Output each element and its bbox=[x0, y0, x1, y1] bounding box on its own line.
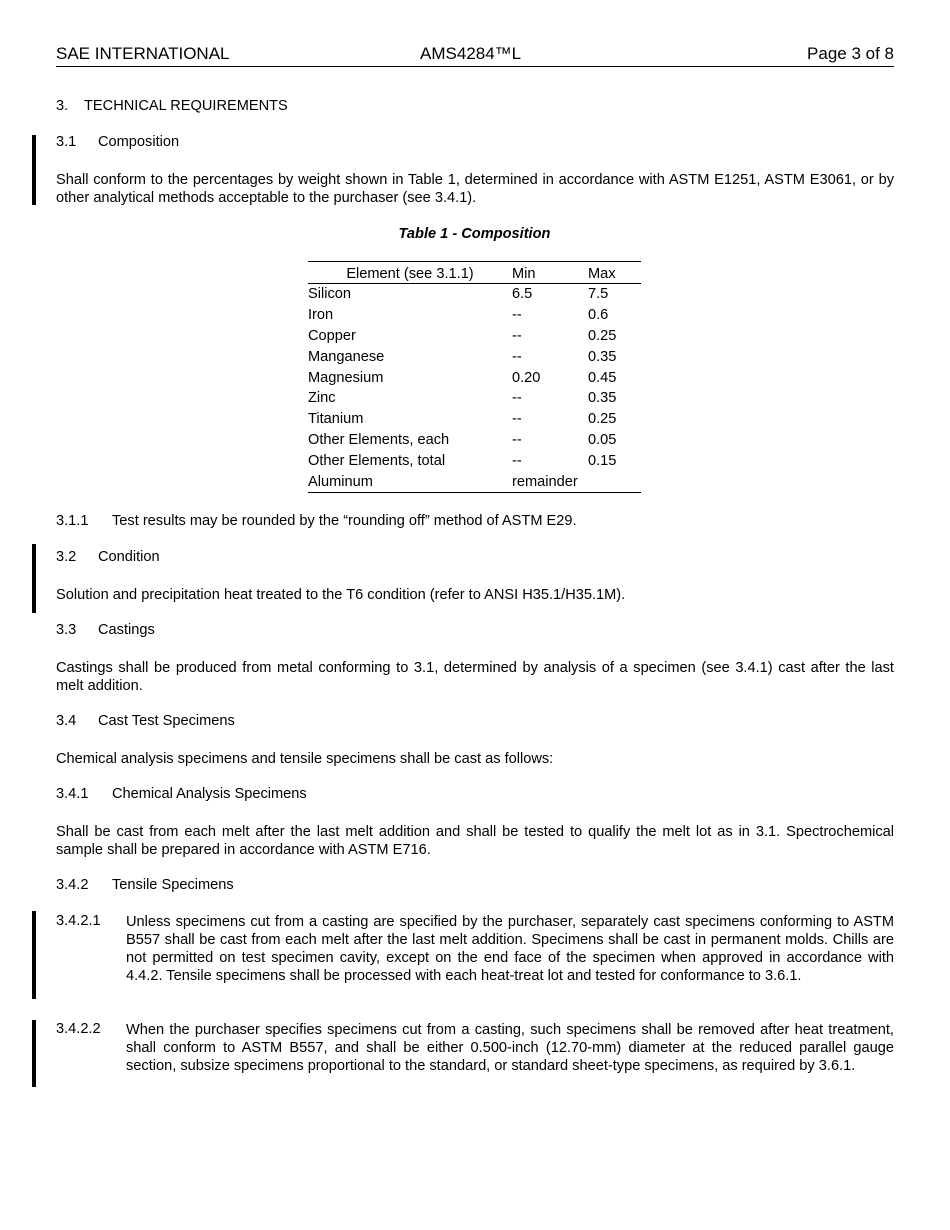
section-number: 3.4.1 bbox=[56, 786, 89, 802]
table-cell: 0.45 bbox=[588, 369, 617, 386]
table-cell: Zinc bbox=[308, 390, 336, 407]
table-cell: 0.35 bbox=[588, 390, 617, 407]
section-number: 3.1 bbox=[56, 134, 77, 150]
paragraph: Castings shall be produced from metal conforming to 3.1, determined by analysis of a specimen (see 3.4.1) cast after the last melt addition. bbox=[56, 660, 894, 694]
table-cell: 0.05 bbox=[588, 431, 617, 448]
table-row bbox=[308, 326, 641, 347]
section-number: 3.4.2 bbox=[56, 877, 89, 893]
table-row bbox=[308, 305, 641, 326]
table-header-row bbox=[308, 262, 641, 284]
table-cell: Manganese bbox=[308, 348, 385, 365]
section-title: Castings bbox=[98, 622, 155, 638]
table-cell: -- bbox=[512, 431, 522, 448]
section-number: 3. bbox=[56, 98, 69, 114]
composition-table bbox=[308, 261, 641, 493]
table-cell: 0.25 bbox=[588, 411, 617, 428]
section-number: 3.2 bbox=[56, 549, 77, 565]
table-cell: 0.20 bbox=[512, 369, 541, 386]
column-header: Min bbox=[512, 262, 588, 284]
table-cell: Other Elements, total bbox=[308, 452, 446, 469]
change-bar bbox=[32, 911, 36, 999]
section-title: Cast Test Specimens bbox=[98, 713, 235, 729]
section-title: Composition bbox=[98, 134, 180, 150]
table-cell: -- bbox=[512, 452, 522, 469]
section-title: TECHNICAL REQUIREMENTS bbox=[84, 98, 288, 114]
table-cell: Copper bbox=[308, 327, 356, 344]
page-header bbox=[56, 44, 894, 67]
section-number: 3.1.1 bbox=[56, 513, 89, 529]
paragraph: Unless specimens cut from a casting are specified by the purchaser, separately cast specimens conforming to ASTM B557 shall be cast from each melt after the last melt addition. Specimens shall be cast in permanent molds. Chills are not permitted on test specimen cavity, except on the end face of the specimen when approved in accordance with 4.4.2. Tensile specimens shall be processed with each heat-treat lot and tested for conformance to 3.6.1. bbox=[126, 914, 894, 984]
table-cell: Other Elements, each bbox=[308, 431, 450, 448]
column-header: Max bbox=[588, 262, 641, 284]
table-cell: 0.35 bbox=[588, 348, 617, 365]
table-row bbox=[308, 409, 641, 430]
table-cell: -- bbox=[512, 348, 522, 365]
table-cell: Magnesium bbox=[308, 369, 384, 386]
section-title: Chemical Analysis Specimens bbox=[112, 786, 307, 802]
table-cell: Titanium bbox=[308, 411, 364, 428]
table-cell: -- bbox=[512, 327, 522, 344]
change-bar bbox=[32, 1020, 36, 1087]
table-row bbox=[308, 450, 641, 471]
table-cell: -- bbox=[512, 411, 522, 428]
section-title: Tensile Specimens bbox=[112, 877, 234, 893]
change-bar bbox=[32, 135, 36, 205]
table-cell: Aluminum bbox=[308, 471, 512, 492]
paragraph: Chemical analysis specimens and tensile specimens shall be cast as follows: bbox=[56, 751, 554, 767]
table-cell: 0.6 bbox=[588, 307, 609, 324]
table-cell: 7.5 bbox=[588, 286, 609, 303]
header-doc-id: AMS4284™L bbox=[420, 44, 522, 63]
table-cell: Silicon bbox=[308, 286, 351, 303]
paragraph: Shall conform to the percentages by weight shown in Table 1, determined in accordance with ASTM E1251, ASTM E3061, or by other analytical methods acceptable to the purchaser (see 3.4.1). bbox=[56, 172, 894, 206]
paragraph: Solution and precipitation heat treated to the T6 condition (refer to ANSI H35.1/H35.1M). bbox=[56, 587, 626, 603]
table-caption: Table 1 - Composition bbox=[398, 226, 551, 242]
paragraph: Test results may be rounded by the “rounding off” method of ASTM E29. bbox=[112, 513, 577, 529]
paragraph: When the purchaser specifies specimens cut from a casting, such specimens shall be removed after heat treatment, shall conform to ASTM B557, and shall be either 0.500-inch (12.70-mm) diameter at the reduced parallel gauge section, subsize specimens proportional to the standard, or standard sheet-type specimens, as required by 3.6.1. bbox=[126, 1022, 894, 1074]
table-row bbox=[308, 346, 641, 367]
table-cell: Iron bbox=[308, 307, 334, 324]
section-number: 3.3 bbox=[56, 622, 77, 638]
paragraph: Shall be cast from each melt after the last melt addition and shall be tested to qualify the melt lot as in 3.1. Spectrochemical sample shall be prepared in accordance with ASTM E716. bbox=[56, 824, 894, 858]
section-number: 3.4.2.2 bbox=[56, 1021, 101, 1037]
table-cell: -- bbox=[512, 390, 522, 407]
section-number: 3.4.2.1 bbox=[56, 913, 101, 929]
table-cell: 0.25 bbox=[588, 327, 617, 344]
table-cell bbox=[588, 471, 641, 492]
table-row bbox=[308, 471, 641, 492]
table-row bbox=[308, 284, 641, 305]
table-row bbox=[308, 430, 641, 451]
header-page-number: Page 3 of 8 bbox=[807, 44, 894, 63]
section-number: 3.4 bbox=[56, 713, 77, 729]
header-org: SAE INTERNATIONAL bbox=[56, 44, 230, 63]
table-row bbox=[308, 367, 641, 388]
table-cell: 0.15 bbox=[588, 452, 617, 469]
table-row bbox=[308, 388, 641, 409]
change-bar bbox=[32, 544, 36, 613]
column-header: Element (see 3.1.1) bbox=[308, 262, 512, 284]
section-title: Condition bbox=[98, 549, 160, 565]
table-cell: -- bbox=[512, 307, 522, 324]
table-cell: remainder bbox=[512, 471, 588, 492]
table-cell: 6.5 bbox=[512, 286, 533, 303]
